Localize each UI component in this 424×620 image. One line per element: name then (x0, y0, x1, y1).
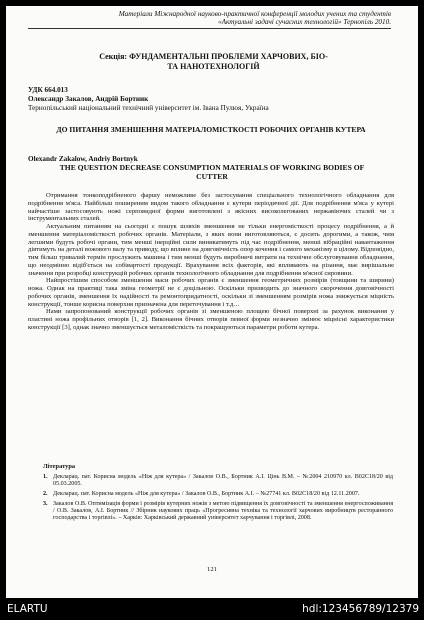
reference-list (43, 474, 393, 525)
reference-number: 2. (43, 490, 48, 497)
reference-text: Декларац. пат. Корисна модель «Ніж для кутера» / Закалов О.В., Бортник А.І. – №27741 кл. B02C18/20 від 12.11.2007. (53, 490, 360, 497)
literature-heading: Література (43, 463, 76, 470)
conference-header (28, 10, 391, 29)
reference-number: 3. (43, 500, 48, 507)
paper-title-en: THE QUESTION DECREASE CONSUMPTION MATERIALS OF WORKING BODIES OF CUTTER (59, 163, 365, 181)
section-title (66, 52, 361, 71)
section-title-line1: Секція: ФУНДАМЕНТАЛЬНІ ПРОБЛЕМИ ХАРЧОВИХ, БІО- (99, 52, 328, 61)
repository-footer-bar (0, 598, 424, 620)
reference-item (43, 501, 393, 523)
document-page (6, 6, 418, 598)
paper-title-ua: ДО ПИТАННЯ ЗМЕНШЕННЯ МАТЕРІАЛОМІСТКОСТІ РОБОЧИХ ОРГАНІВ КУТЕРА (56, 125, 366, 134)
reference-item (43, 491, 393, 498)
reference-item (43, 474, 393, 488)
repository-name: ELARTU (7, 603, 48, 615)
affiliation: Тернопільський національний технічний університет ім. Івана Пулюя, Україна (28, 104, 269, 112)
udk-code: УДК 664.013 (28, 86, 68, 94)
body-paragraph: Актуальним питанням на сьогодні є пошук шляхів зменшення не тільки енергомісткості процесу подрібнення, а й зменшення матеріаломісткості робочих органів. Матеріали, з яких вони виготовляються, є досить дорогими, а також, чим легшими будуть робочі органи, тим менші інерційні сили виникатимуть під час подрібнення, менші вібраційні навантаження діятимуть на деталі вожового валу та приводу, що вплине на довговічність опор кочення і самого механізму в цілому. Відповідно, тим більш тривалий термін прослужить машина і тим менші будуть виробничі витрати на технічне обслуговування обладнання, що неодмінно відіб'ється на собівартості продукції. Врахування всіх факторів, які впливають на різання, має вирішальне значення при розробці конструкцій робочих органів технологічного обладнання для подрібнення м'ясної сировини. (28, 223, 394, 277)
body-paragraph: Отримання тонкоподрібненого фаршу неможливе без застосування спеціального технологічного обладнання для подрібнення м'яса. Найбільш поширеним видом такого обладнання є кутери періодичної дії. Для подрібнення м'яса у кутері найчастіше застосовують ножі серповидної форми виготовлені з якісних високолегованих нержавіючих сталей чи з інструментальних сталей. (28, 192, 394, 223)
reference-number: 1. (43, 474, 48, 480)
body-paragraph: Найпростішим способом зменшення маси робочих органів є зменшення геометричних розмірів (товщини та ширини) ножа. Однак на практиці така зміна геометрії не є доцільною. Оскільки призводить до значного скорочення довговічності робочих органів, зменшення їх надійності та ремонтопридатності, оскільки зі зменшенням розмірів ножа знижується міцність конструкції, тонше корисна поверхня призначена для переточування і т.д… (28, 277, 394, 308)
section-title-line2: ТА НАНОТЕХНОЛОГІЙ (167, 61, 260, 71)
body-paragraph: Нами запропонований конструкції робочих органів зі зменшеною площею бічної поверхні за рахунок виконання у пластині ножа профільних отворів [1, 2]. Виконання бічних отворів певної форми незначно змінює міцнісні характеристики конструкції [3], однак значно зменшується металомісткість та покращуються параметри роботи кутера. (28, 308, 394, 331)
conference-header-line1: Матеріали Міжнародної науково-практичної конференції молодих учених та студентів (118, 10, 391, 18)
handle-identifier: hdl:123456789/12379 (302, 603, 419, 615)
conference-header-line2: «Актуальні задачі сучасних технологій» Тернопіль 2010. (218, 18, 391, 26)
authors-ua: Олександр Закалов, Андрій Бортник (28, 95, 149, 103)
body-text (28, 192, 394, 332)
reference-text: Закалов О.В. Оптимізація форми і розмірів кутерних ножів з метою підвищення їх довговічності та зменшення енергоспоживання / О.В. Закалов, А.І. Бортник // Збірник наукових праць «Прогресивна техніка та технології харчових виробництв ресторанного господарства і торгівлі». – Харків: Харківський державний університет харчування і торгівлі, 2008. (53, 500, 393, 522)
authors-en: Olexandr Zakalow, Andriy Bortnyk (28, 155, 138, 163)
page-number: 121 (207, 566, 217, 573)
reference-text: Декларац. пат. Корисна модель «Ніж для кутера» / Закалов О.В., Бортник А.І. Цінь В.М. – №2004 210970 кл. B02C18/20 від 05.03.2005. (53, 474, 393, 488)
